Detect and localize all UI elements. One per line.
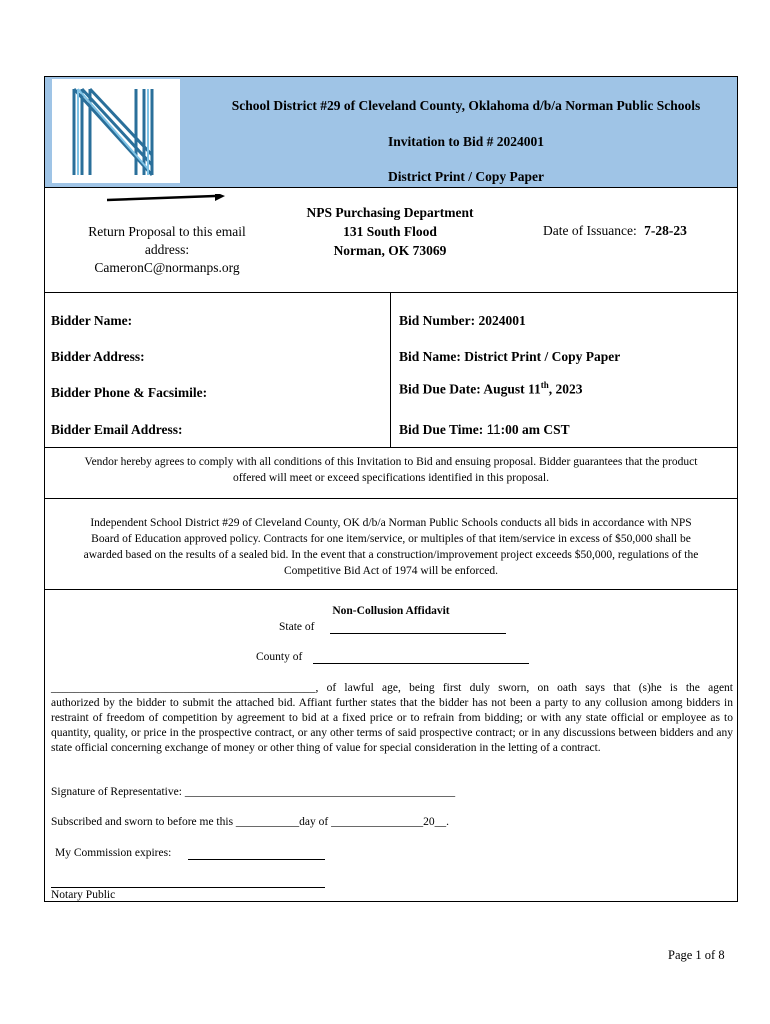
issue-label: Date of Issuance: — [543, 223, 637, 238]
sworn-statement: Subscribed and sworn to before me this ___________day of ________________20__. — [51, 816, 449, 828]
bid-form — [44, 76, 738, 902]
dept-city: Norman, OK 73069 — [333, 243, 447, 258]
due-time-suffix: :00 am CST — [500, 422, 570, 437]
dept-name: NPS Purchasing Department — [306, 205, 474, 220]
due-date-year: , 2023 — [548, 381, 583, 397]
purchasing-department — [285, 203, 495, 260]
agreement-line-2: offered will meet or exceed specifications identified in this proposal. — [233, 472, 549, 484]
bidder-email-label: Bidder Email Address: — [51, 422, 183, 437]
affidavit-paragraph: authorized by the bidder to submit the attached bid. Affiant further states that the bidder has not been a party to any collusion among bidders in restraint of freedom of competition by agreement to bid at a fixed price or to refrain from bidding; or with any state official or employee as to quantity, quality, or price in the prospective contract, or any other terms of said prospective contract; or in any discussions between bidders and any state official concerning exchange of money or other thing of value for special consideration in the letting of a contract. — [51, 697, 733, 754]
divider — [45, 447, 737, 448]
return-instructions — [67, 223, 267, 277]
affidavit-body — [51, 681, 733, 756]
agreement-text — [51, 454, 731, 486]
policy-line-4: Competitive Bid Act of 1974 will be enforced. — [284, 565, 498, 577]
divider — [45, 589, 737, 590]
district-title: School District #29 of Cleveland County, Oklahoma d/b/a Norman Public Schools — [231, 98, 701, 113]
signature-line — [51, 786, 455, 798]
arrow-right-icon — [107, 194, 227, 206]
column-divider — [390, 293, 391, 448]
issuance-date — [543, 223, 687, 239]
state-of-field[interactable] — [330, 633, 506, 634]
due-date-sup: th — [540, 380, 549, 390]
divider — [45, 292, 737, 293]
issue-date-value: 7-28-23 — [644, 223, 687, 238]
due-time-hour: 11 — [486, 422, 501, 437]
bidder-phone-label: Bidder Phone & Facsimile: — [51, 385, 208, 400]
bidder-address-label: Bidder Address: — [51, 349, 145, 364]
policy-line-3: awarded based on the results of a sealed bid. In the event that a construction/improvement project exceeds $50,000, regulations of the — [83, 549, 699, 561]
policy-line-1: Independent School District #29 of Cleveland County, OK d/b/a Norman Public Schools conducts all bids in accordance with NPS — [90, 517, 692, 529]
policy-line-2: Board of Education approved policy. Contracts for one item/service, or multiples of that item/service in excess of $50,000 shall be — [91, 533, 691, 545]
bid-title: District Print / Copy Paper — [388, 169, 544, 184]
return-email: CameronC@normanps.org — [94, 260, 240, 275]
affidavit-title: Non-Collusion Affidavit — [332, 605, 450, 617]
county-of-label: County of — [256, 651, 303, 663]
signature-field[interactable]: _______________________________________________ — [184, 786, 456, 798]
header-band — [45, 77, 737, 188]
bid-due-date — [399, 380, 583, 398]
due-time-label: Bid Due Time: — [399, 422, 487, 437]
page-number: Page 1 of 8 — [668, 948, 725, 962]
bid-due-time — [399, 422, 570, 438]
notary-public-label: Notary Public — [51, 889, 116, 901]
signature-label: Signature of Representative: — [51, 786, 182, 798]
commission-field[interactable] — [188, 859, 325, 860]
state-of-label: State of — [279, 621, 315, 633]
policy-text — [51, 515, 731, 579]
due-date-text: Bid Due Date: August 11 — [399, 381, 541, 397]
return-line-2: address: — [144, 242, 190, 257]
bid-name: Bid Name: District Print / Copy Paper — [399, 349, 621, 364]
affidavit-line-1: ______________________________________________, of lawful age, being first duly sworn, on oath says that (s)he is the agent — [51, 682, 733, 694]
county-of-field[interactable] — [313, 663, 529, 664]
return-line-1: Return Proposal to this email — [88, 224, 246, 239]
bidder-name-label: Bidder Name: — [51, 313, 133, 328]
norman-logo — [52, 79, 180, 183]
bid-number: Bid Number: 2024001 — [399, 313, 526, 328]
agreement-line-1: Vendor hereby agrees to comply with all conditions of this Invitation to Bid and ensuing proposal. Bidder guarantees that the product — [84, 456, 698, 468]
invitation-title: Invitation to Bid # 2024001 — [387, 134, 545, 149]
divider — [45, 498, 737, 499]
commission-label: My Commission expires: — [55, 847, 172, 859]
notary-signature-field[interactable] — [51, 887, 325, 888]
dept-street: 131 South Flood — [343, 224, 437, 239]
